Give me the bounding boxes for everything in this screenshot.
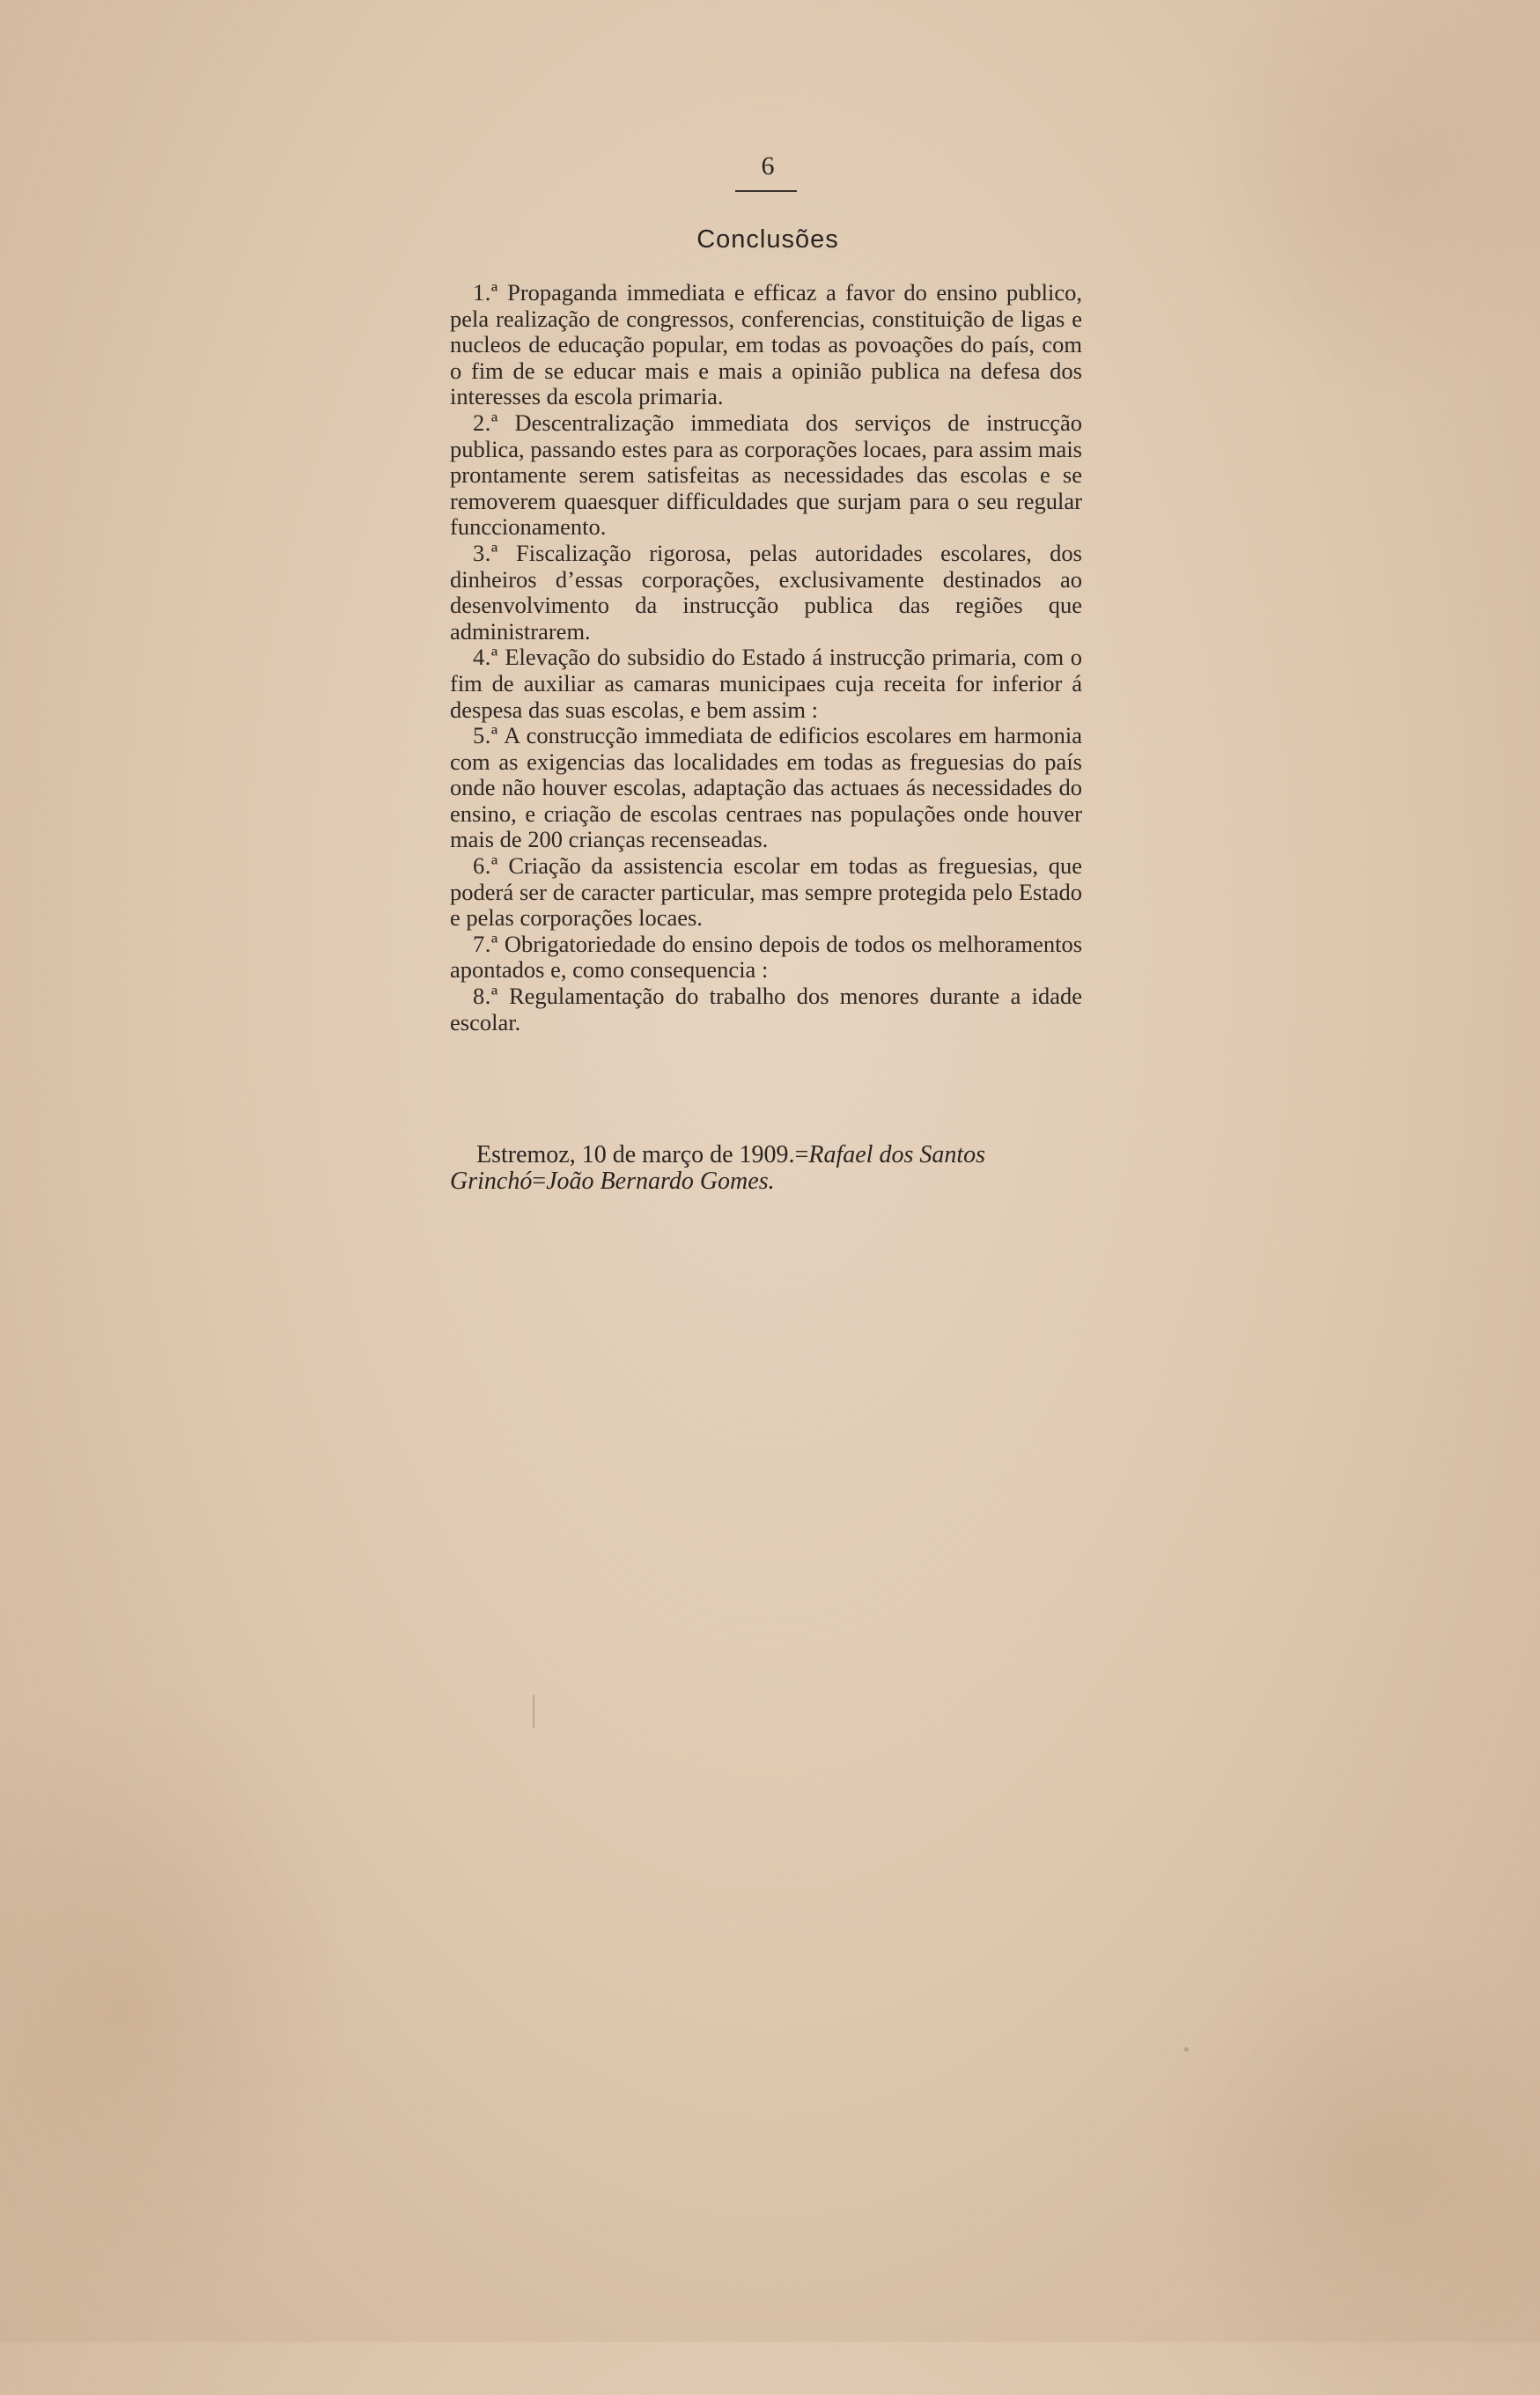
separator: = xyxy=(532,1168,547,1195)
conclusion-text: Propaganda immediata e efficaz a favor do ensino publico, pela realização de congressos, conferencias, constituição de ligas e nucleos de educação popular, em todas as povoações do país, com o fim de se educar mais e mais a opinião publica na defesa dos interesses da escola primaria. xyxy=(450,279,1083,410)
conclusion-item xyxy=(450,932,1082,984)
conclusion-text: Elevação do subsidio do Estado á instrucção primaria, com o fim de auxiliar as camaras municipaes cuja receita for inferior á despesa das suas escolas, e bem assim : xyxy=(450,644,1082,723)
conclusion-number: 6.ª xyxy=(473,852,498,880)
conclusion-item xyxy=(450,984,1082,1035)
conclusion-text: A construcção immediata de edificios escolares em harmonia com as exigencias das localidades em todas as freguesias do país onde não houver escolas, adaptação das actuaes ás necessidades do ensino, e criação de escolas centraes nas populações onde houver mais de 200 crianças recenseadas. xyxy=(450,722,1082,853)
conclusion-item xyxy=(450,410,1082,541)
page-number: 6 xyxy=(761,151,775,181)
place-date: Estremoz, 10 de março de 1909. xyxy=(476,1141,795,1168)
conclusion-number: 4.ª xyxy=(473,644,498,671)
conclusion-item xyxy=(450,853,1082,932)
conclusion-item xyxy=(450,541,1082,645)
conclusion-number: 1.ª xyxy=(473,279,498,306)
conclusion-number: 2.ª xyxy=(473,409,498,436)
separator: = xyxy=(794,1141,809,1168)
conclusion-item xyxy=(450,645,1082,723)
conclusion-text: Obrigatoriedade do ensino depois de todos os melhoramentos apontados e, como consequencia : xyxy=(450,930,1083,984)
conclusion-number: 3.ª xyxy=(473,539,498,566)
paper-stain xyxy=(1189,0,1540,405)
conclusion-text: Descentralização immediata dos serviços de instrucção publica, passando estes para as corporações locaes, para assim mais prontamente serem satisfeitas as necessidades das escolas e se removerem quaesquer difficuldades que surjam para o seu regular funccionamento. xyxy=(450,409,1082,541)
conclusion-number: 5.ª xyxy=(473,722,498,749)
conclusion-text: Criação da assistencia escolar em todas as freguesias, que poderá ser de caracter particular, mas sempre protegida pelo Estado e pelas corporações locaes. xyxy=(450,852,1083,932)
paper-stain xyxy=(0,1673,352,2342)
paper-mark xyxy=(1184,2047,1189,2052)
conclusion-text: Fiscalização rigorosa, pelas autoridades escolares, dos dinheiros d’essas corporações, exclusivamente destinados ao desenvolvimento da instrucção publica das regiões que administrarem. xyxy=(450,539,1082,645)
conclusion-item xyxy=(450,280,1082,410)
signature-line xyxy=(450,1142,1093,1195)
conclusion-item xyxy=(450,723,1082,853)
conclusion-number: 7.ª xyxy=(473,930,498,957)
page-number-rule xyxy=(735,190,797,192)
paper-mark xyxy=(533,1695,534,1728)
paper-stain xyxy=(1145,1937,1540,2395)
signatory-name: João Bernardo Gomes. xyxy=(546,1168,775,1195)
conclusions-list xyxy=(450,280,1082,1035)
signatory-name: Rafael dos Santos Grinchó xyxy=(450,1141,986,1195)
conclusion-number: 8.ª xyxy=(473,983,498,1010)
section-heading: Conclusões xyxy=(696,225,839,254)
signature-block xyxy=(450,1142,1093,1195)
conclusion-text: Regulamentação do trabalho dos menores durante a idade escolar. xyxy=(450,983,1083,1035)
